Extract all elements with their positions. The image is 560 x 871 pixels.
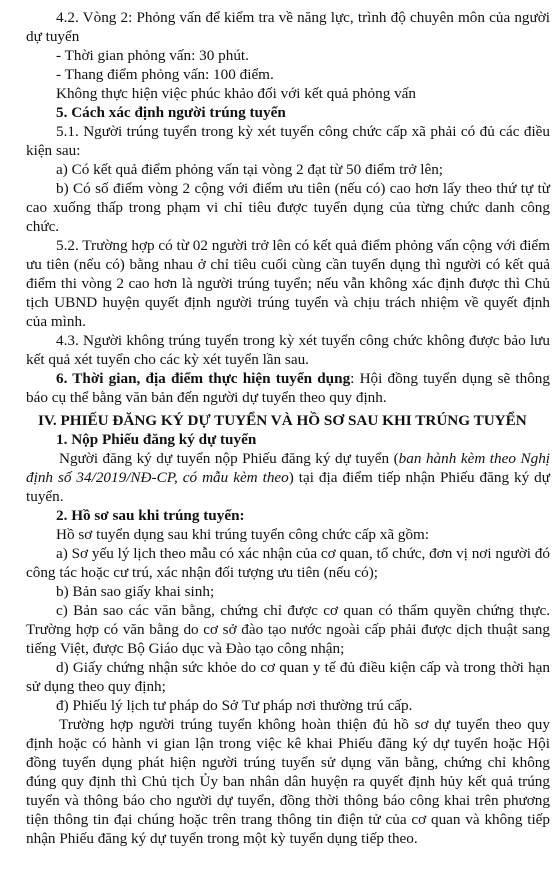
submit-form-text-1: Người đăng ký dự tuyển nộp Phiếu đăng ký dự tuyển ( xyxy=(59,450,399,467)
section-6-text: : Hội đồng tuyển dụng sẽ thông báo cụ thể bằng văn bản đến người dự tuyển theo quy định. xyxy=(26,370,550,406)
paragraph-round2: 4.2. Vòng 2: Phỏng vấn để kiểm tra về năng lực, trình độ chuyên môn của người dự tuyển xyxy=(26,9,550,45)
paragraph-dossier-a: a) Sơ yếu lý lịch theo mẫu có xác nhận của cơ quan, tổ chức, đơn vị nơi người đó công tác hoặc cư trú, xác nhận đối tượng ưu tiên (nếu có); xyxy=(26,545,550,581)
paragraph-no-review: Không thực hiện việc phúc khảo đối với kết quả phỏng vấn xyxy=(56,85,417,102)
paragraph-5-1-b: b) Có số điểm vòng 2 cộng với điểm ưu tiên (nếu có) cao hơn lấy theo thứ tự từ cao xuống thấp trong phạm vi chỉ tiêu được tuyển dụng của từng chức danh công chức. xyxy=(26,180,550,235)
paragraph-dossier-c: c) Bản sao các văn bằng, chứng chỉ được cơ quan có thẩm quyền chứng thực. Trường hợp có văn bằng do cơ sở đào tạo nước ngoài cấp phải được dịch thuật sang tiếng Việt, được Bộ Giáo dục và Đào tạo công nhận; xyxy=(26,602,550,657)
heading-section-5: 5. Cách xác định người trúng tuyển xyxy=(56,104,286,121)
heading-dossier: 2. Hồ sơ sau khi trúng tuyển: xyxy=(56,507,245,524)
paragraph-dossier-intro: Hồ sơ tuyển dụng sau khi trúng tuyển công chức cấp xã gồm: xyxy=(56,526,430,543)
paragraph-5-1-a: a) Có kết quả điểm phỏng vấn tại vòng 2 đạt từ 50 điểm trở lên; xyxy=(56,161,444,178)
paragraph-5-1: 5.1. Người trúng tuyển trong kỳ xét tuyển công chức cấp xã phải có đủ các điều kiện sau: xyxy=(26,123,550,159)
paragraph-5-2: 5.2. Trường hợp có từ 02 người trở lên có kết quả điểm phỏng vấn cộng với điểm ưu tiên (nếu có) bằng nhau ở chỉ tiêu cuối cùng cần tuyển dụng thì người có kết quả điểm thi vòng 2 cao hơn là người trúng tuyển; nếu vẫn không xác định được thì Chủ tịch UBND huyện quyết định người trúng tuyển và chịu trách nhiệm về quyết định của mình. xyxy=(26,237,550,330)
paragraph-interview-time: - Thời gian phỏng vấn: 30 phút. xyxy=(56,47,249,64)
paragraph-4-3: 4.3. Người không trúng tuyển trong kỳ xét tuyển công chức không được bảo lưu kết quả xét tuyển cho các kỳ xét tuyển lần sau. xyxy=(26,332,550,368)
paragraph-section-6 xyxy=(26,369,550,407)
paragraph-cancellation: Trường hợp người trúng tuyển không hoàn thiện đủ hồ sơ dự tuyển theo quy định hoặc có hành vi gian lận trong việc kê khai Phiếu đăng ký dự tuyển hoặc Hội đồng tuyển dụng phát hiện người trúng tuyển sử dụng văn bằng, chứng chỉ không đúng quy định thì Chủ tịch Ủy ban nhân dân huyện ra quyết định hủy kết quả trúng tuyển và thông báo cho người dự tuyển, đồng thời thông báo công khai trên phương tiện thông tin đại chúng hoặc trên trang thông tin điện tử của cơ quan và không tiếp nhận Phiếu đăng ký dự tuyển trong một kỳ tuyển dụng tiếp theo. xyxy=(26,716,550,847)
paragraph-dossier-dd: đ) Phiếu lý lịch tư pháp do Sở Tư pháp nơi thường trú cấp. xyxy=(56,697,413,714)
paragraph-dossier-d: d) Giấy chứng nhận sức khỏe do cơ quan y tế đủ điều kiện cấp và trong thời hạn sử dụng theo quy định; xyxy=(26,659,550,695)
heading-section-6: 6. Thời gian, địa điểm thực hiện tuyển dụng xyxy=(56,370,351,387)
submit-form-text-2: ) tại địa điểm tiếp nhận Phiếu đăng ký dự tuyển. xyxy=(26,469,550,505)
paragraph-submit-form xyxy=(26,449,550,506)
heading-submit-form: 1. Nộp Phiếu đăng ký dự tuyển xyxy=(56,431,257,448)
heading-section-IV: IV. PHIẾU ĐĂNG KÝ DỰ TUYỂN VÀ HỒ SƠ SAU KHI TRÚNG TUYỂN xyxy=(38,412,527,429)
paragraph-interview-scale: - Thang điểm phỏng vấn: 100 điểm. xyxy=(56,66,274,83)
submit-form-decree: ban hành kèm theo Nghị định số 34/2019/NĐ-CP, có mẫu kèm theo xyxy=(26,450,551,486)
paragraph-dossier-b: b) Bản sao giấy khai sinh; xyxy=(56,583,215,600)
